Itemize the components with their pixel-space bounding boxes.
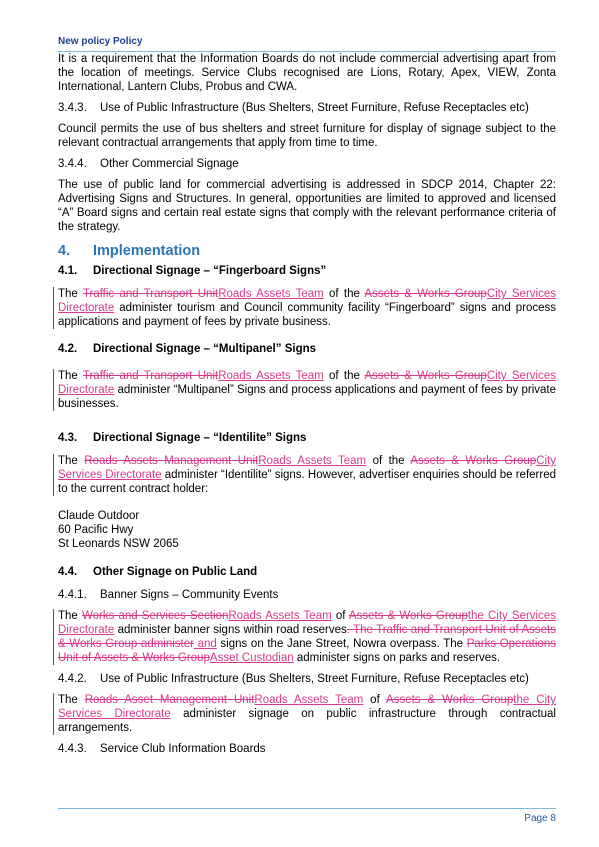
section-title: Use of Public Infrastructure (Bus Shelters, Street Furniture, Refuse Receptacles etc) [100, 102, 529, 114]
paragraph-4-1 [58, 287, 556, 329]
inserted-text: City Services Directorate [58, 370, 556, 396]
deleted-text: Assets & Works Group [410, 455, 537, 467]
deleted-text: Assets & Works Group [364, 370, 487, 382]
page-number: Page 8 [524, 813, 556, 824]
text-run: of the [323, 288, 365, 300]
section-title: Other Signage on Public Land [93, 566, 258, 578]
section-number: 4.4.2. [58, 673, 87, 685]
intro-paragraph: It is a requirement that the Information Boards do not include commercial advertising apart from the location of meetings. Service Clubs recognised are Lions, Rotary, Apex, VIEW, Zonta International, Lantern Clubs, Probus and CWA. [58, 53, 556, 93]
section-title: Banner Signs – Community Events [100, 589, 279, 601]
paragraph-3-4-3: Council permits the use of bus shelters and street furniture for display of signage subject to the relevant contractual arrangements that apply from time to time. [58, 123, 556, 149]
text-run: of the [366, 455, 411, 467]
text-run: of [363, 694, 387, 706]
text-run: signs on the Jane Street, Nowra overpass. The [216, 638, 467, 650]
inserted-text: the City Services Directorate [58, 610, 556, 636]
text-run: of [331, 610, 349, 622]
inserted-text: Roads Assets Team [258, 455, 367, 467]
text-run: The [58, 455, 85, 467]
paragraph-4-4-2 [58, 693, 556, 735]
section-title: Use of Public Infrastructure (Bus Shelters, Street Furniture, Refuse Receptacles etc) [100, 673, 529, 685]
paragraph-4-2 [58, 369, 556, 411]
deleted-text: Assets & Works Group [364, 288, 487, 300]
address-line: Claude Outdoor [58, 510, 140, 522]
section-number: 4.4.1. [58, 589, 87, 601]
section-title: Service Club Information Boards [100, 743, 266, 755]
section-title: Directional Signage – “Multipanel” Signs [93, 343, 317, 355]
deleted-text: Traffic and Transport Unit [82, 370, 219, 382]
inserted-text: Roads Assets Team [218, 288, 324, 300]
section-heading-4-2 [58, 342, 556, 356]
subsection-heading-4-4-1 [58, 588, 556, 602]
section-title: Implementation [93, 243, 201, 259]
inserted-text: the City Services Directorate [58, 694, 556, 720]
deleted-text: Parks Operations Unit of Assets & Works Group [58, 638, 556, 664]
text-run: administer banner signs within road reserves [114, 624, 347, 636]
section-number: 4.1. [58, 265, 78, 277]
deleted-text: Assets & Works Group [348, 610, 468, 622]
text-run: The [58, 694, 85, 706]
inserted-text: Roads Assets Team [228, 610, 332, 622]
section-number: 3.4.4. [58, 158, 87, 170]
section-number: 4. [58, 243, 71, 259]
text-run: The [58, 288, 83, 300]
address-line: 60 Pacific Hwy [58, 524, 134, 536]
inserted-text: Roads Assets Team [254, 694, 364, 706]
subsection-heading-3-4-3 [58, 101, 556, 115]
text-run: administer “Multipanel” Signs and process applications and payment of fees by private businesses. [58, 384, 556, 410]
text-run: administer signs on parks and reserves. [293, 652, 501, 664]
paragraph-4-3 [58, 454, 556, 496]
subsection-heading-4-4-3 [58, 742, 556, 756]
inserted-text: City Services Directorate [58, 288, 556, 314]
section-heading-4-1 [58, 264, 556, 278]
document-header: New policy Policy [58, 36, 143, 47]
deleted-text: Assets & Works Group [386, 694, 514, 706]
inserted-text: Asset Custodian [209, 652, 294, 664]
section-title: Directional Signage – “Identilite” Signs [93, 432, 307, 444]
subsection-heading-4-4-2 [58, 672, 556, 686]
address-line: St Leonards NSW 2065 [58, 538, 179, 550]
footer-rule [58, 808, 556, 809]
inserted-text: City Services Directorate [58, 455, 556, 481]
section-number: 3.4.3. [58, 102, 87, 114]
section-number: 4.4. [58, 566, 78, 578]
paragraph-4-4-1 [58, 609, 556, 665]
text-run: administer tourism and Council community facility “Fingerboard” signs and process applications and payment of fees by private business. [58, 302, 556, 328]
text-run: administer signage on public infrastructure through contractual arrangements. [58, 708, 556, 734]
deleted-text: Roads Assets Management Unit [84, 455, 259, 467]
inserted-text: and [193, 638, 217, 650]
deleted-text: Roads Asset Management Unit [84, 694, 255, 706]
text-run: administer “Identilite” signs. However, advertiser enquiries should be referred to the current contract holder: [58, 469, 556, 495]
text-run: The [58, 370, 83, 382]
contract-holder-address [58, 509, 556, 551]
section-heading-4 [58, 244, 556, 258]
section-title: Directional Signage – “Fingerboard Signs” [93, 265, 327, 277]
section-title: Other Commercial Signage [100, 158, 239, 170]
section-number: 4.3. [58, 432, 78, 444]
inserted-text: Roads Assets Team [218, 370, 324, 382]
section-heading-4-4 [58, 565, 556, 579]
deleted-text: Works and Services Section [81, 610, 229, 622]
section-heading-4-3 [58, 431, 556, 445]
deleted-text: Traffic and Transport Unit [82, 288, 219, 300]
subsection-heading-3-4-4 [58, 157, 556, 171]
text-run: The [58, 610, 82, 622]
paragraph-3-4-4: The use of public land for commercial advertising is addressed in SDCP 2014, Chapter 22: Advertising Signs and Structures. In general, opportunities are limited to approved and licensed “A” Board signs and certain real estate signs that comply with the relevant performance criteria of the strategy. [58, 179, 556, 233]
section-number: 4.2. [58, 343, 78, 355]
document-body [58, 52, 556, 763]
deleted-text: . The Traffic and Transport Unit of Assets & Works Group administer [58, 624, 556, 650]
text-run: of the [323, 370, 365, 382]
section-number: 4.4.3. [58, 743, 87, 755]
